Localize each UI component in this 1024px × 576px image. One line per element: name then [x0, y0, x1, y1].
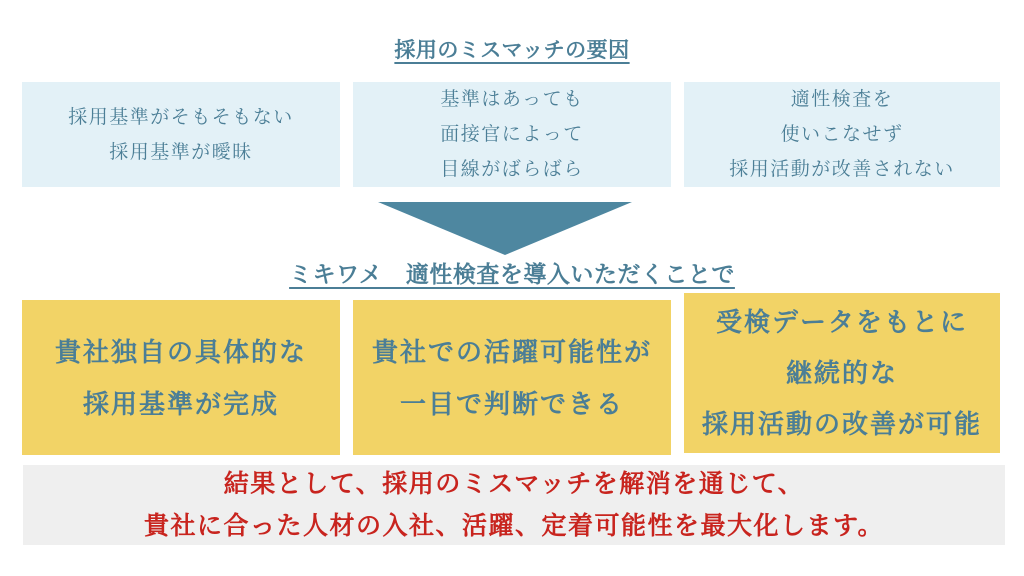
benefit-line: 採用活動の改善が可能 [701, 408, 982, 439]
cause-box-unused-tests [684, 82, 1000, 187]
down-triangle-icon [378, 202, 632, 255]
conclusion-line: 結果として、採用のミスマッチを解消を通じて、 [223, 470, 805, 498]
benefit-line: 貴社独自の具体的な [54, 336, 307, 367]
benefit-line: 一目で判断できる [399, 388, 624, 419]
cause-line: 面接官によって [440, 124, 584, 145]
cause-line: 採用活動が改善されない [729, 159, 955, 180]
conclusion-banner [23, 465, 1005, 545]
conclusion-line: 貴社に合った人材の入社、活躍、定着可能性を最大化します。 [143, 512, 884, 540]
benefit-line: 継続的な [785, 357, 898, 388]
cause-line: 使いこなせず [780, 124, 904, 145]
cause-line: 適性検査を [790, 89, 894, 110]
cause-box-no-criteria [22, 82, 340, 187]
cause-box-interviewer-variance [353, 82, 671, 187]
subtitle-mikiwame-intro: ミキワメ 適性検査を導入いただくことで [289, 261, 735, 287]
page-title: 採用のミスマッチの要因 [394, 39, 630, 62]
benefit-box-criteria-complete [22, 300, 340, 455]
cause-line: 基準はあっても [440, 89, 584, 110]
cause-line: 採用基準が曖昧 [109, 141, 253, 163]
cause-line: 採用基準がそもそもない [68, 106, 294, 128]
benefit-line: 受検データをもとに [715, 306, 968, 337]
benefit-line: 採用基準が完成 [82, 388, 279, 419]
cause-line: 目線がばらばら [440, 159, 584, 180]
benefit-line: 貴社での活躍可能性が [371, 336, 652, 367]
benefit-box-continuous-improvement [684, 293, 1000, 453]
benefit-box-judge-at-glance [353, 300, 671, 455]
